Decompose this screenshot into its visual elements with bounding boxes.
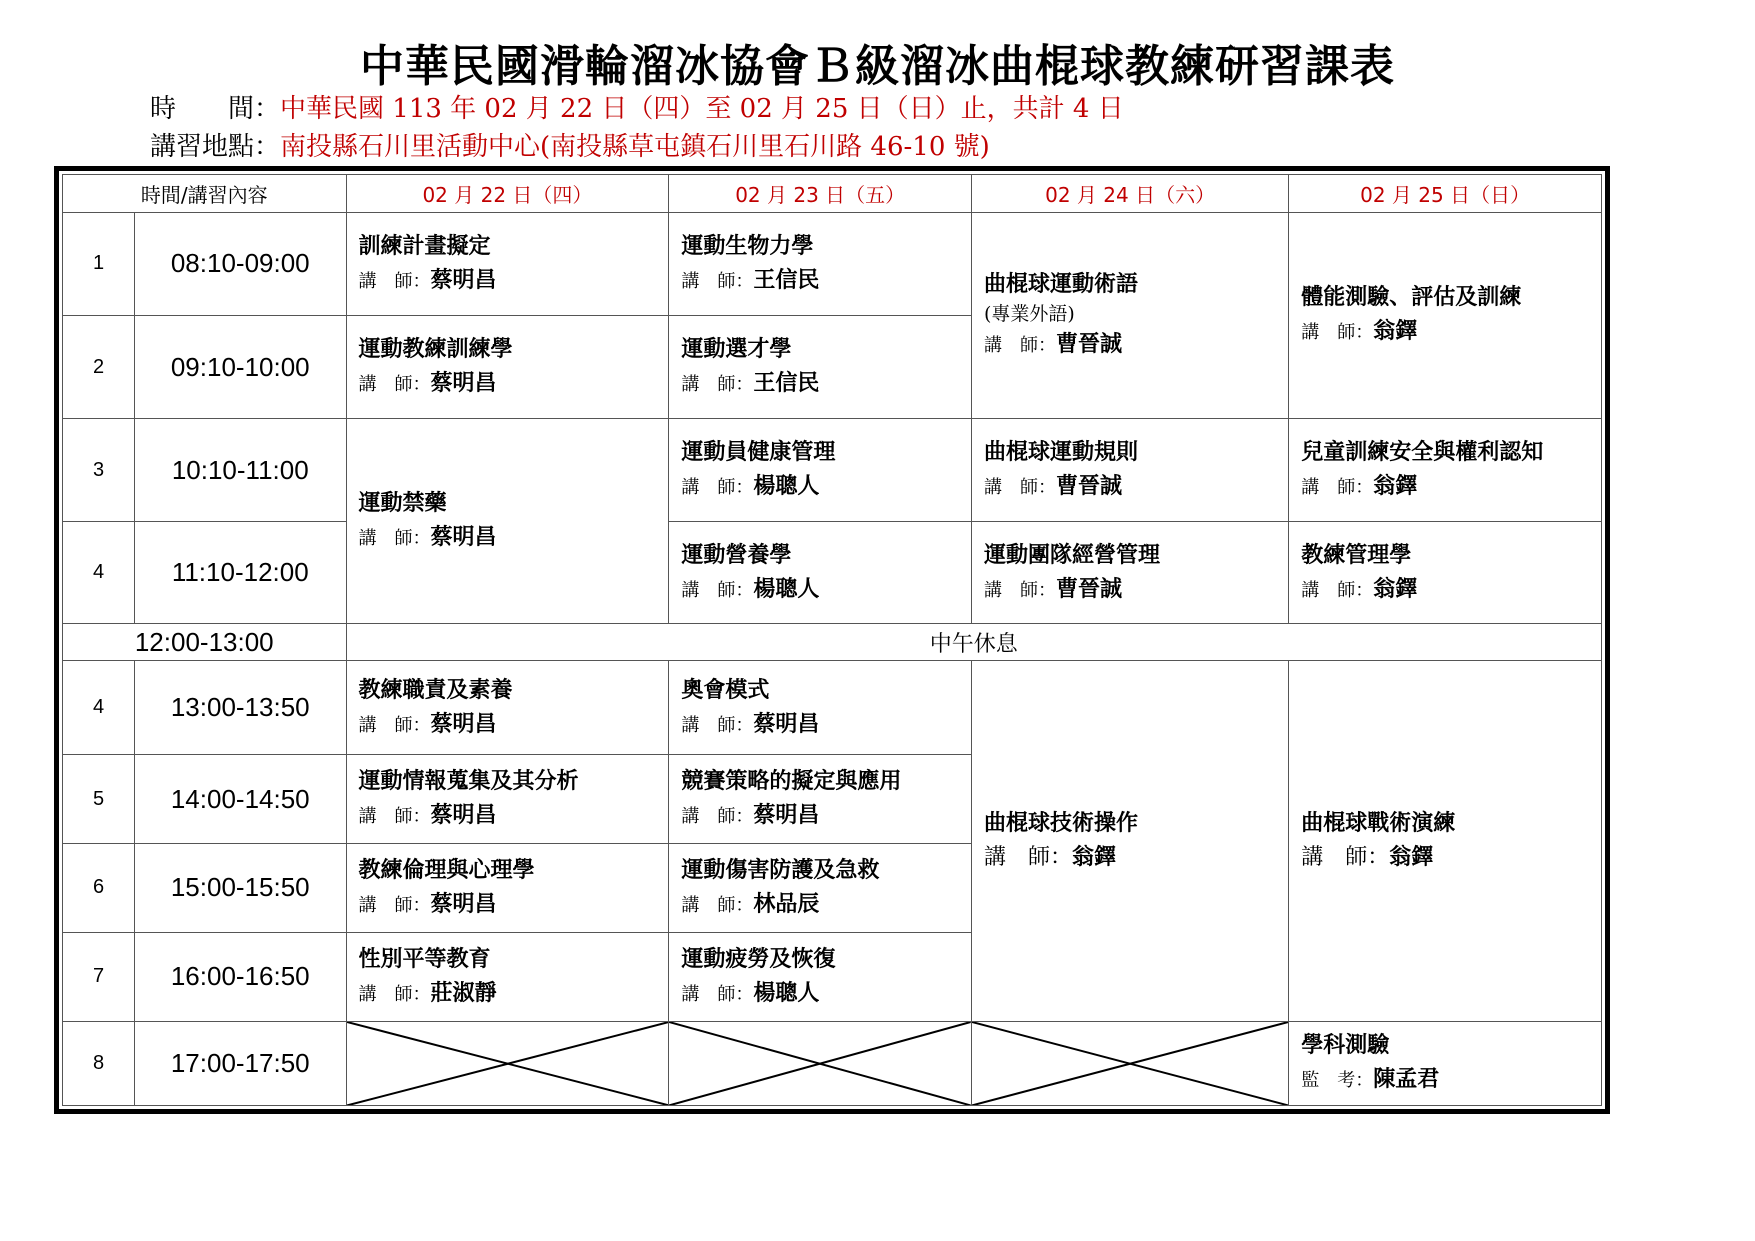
course-cell <box>972 212 1289 418</box>
course-cell <box>346 844 669 933</box>
period-time: 11:10-12:00 <box>135 522 347 624</box>
course-title: 運動生物力學 <box>681 232 814 259</box>
course-title: 運動員健康管理 <box>681 439 836 466</box>
course-teacher: 講 師：蔡明昌 <box>358 524 497 551</box>
course-teacher: 講 師：曹晉誠 <box>984 473 1123 500</box>
empty-slot-crossed <box>669 1021 972 1105</box>
course-cell <box>669 419 972 522</box>
course-teacher: 講 師：蔡明昌 <box>358 266 497 293</box>
time-label: 時 間： <box>150 94 281 124</box>
header-day-3: 02 月 24 日（六） <box>972 175 1289 213</box>
period-time: 14:00-14:50 <box>135 755 347 844</box>
course-title: 曲棍球技術操作 <box>984 810 1139 837</box>
table-row <box>63 522 1602 624</box>
course-title: 運動疲勞及恢復 <box>681 945 836 972</box>
period-number: 4 <box>63 522 135 624</box>
course-cell <box>1289 660 1602 1021</box>
course-title: 運動情報蒐集及其分析 <box>358 768 579 795</box>
course-title: 訓練計畫擬定 <box>358 232 491 259</box>
course-teacher: 講 師：王信民 <box>681 266 820 293</box>
period-number: 8 <box>63 1021 135 1105</box>
place-label: 講習地點： <box>150 132 281 162</box>
course-cell <box>972 660 1289 1021</box>
course-teacher: 講 師：蔡明昌 <box>358 710 497 737</box>
period-number: 3 <box>63 419 135 522</box>
header-day-1: 02 月 22 日（四） <box>346 175 669 213</box>
period-number: 7 <box>63 932 135 1021</box>
period-number: 2 <box>63 315 135 418</box>
course-teacher: 講 師：蔡明昌 <box>681 802 820 829</box>
course-title: 曲棍球運動規則 <box>984 439 1139 466</box>
period-number: 4 <box>63 660 135 754</box>
course-cell <box>346 660 669 754</box>
lunch-row <box>63 624 1602 661</box>
course-cell <box>972 419 1289 522</box>
course-subtitle: (專業外語) <box>984 303 1075 326</box>
table-row <box>63 419 1602 522</box>
course-title: 曲棍球戰術演練 <box>1301 810 1456 837</box>
header-time-content: 時間/講習內容 <box>63 175 347 213</box>
course-teacher: 講 師：翁鐸 <box>1301 844 1434 871</box>
table-row <box>63 212 1602 315</box>
table-row <box>63 1021 1602 1105</box>
period-time: 10:10-11:00 <box>135 419 347 522</box>
course-cell <box>346 419 669 624</box>
course-title: 運動團隊經營管理 <box>984 541 1161 568</box>
course-title: 性別平等教育 <box>358 945 491 972</box>
course-cell <box>669 844 972 933</box>
course-title: 學科測驗 <box>1301 1032 1390 1059</box>
course-teacher: 講 師：翁鐸 <box>984 844 1117 871</box>
period-time: 13:00-13:50 <box>135 660 347 754</box>
course-title: 競賽策略的擬定與應用 <box>681 768 902 795</box>
course-title: 教練倫理與心理學 <box>358 856 535 883</box>
course-title: 體能測驗、評估及訓練 <box>1301 284 1522 311</box>
schedule-table <box>62 174 1602 1106</box>
course-cell <box>669 315 972 418</box>
course-teacher: 講 師：曹晉誠 <box>984 331 1123 358</box>
course-teacher: 講 師：蔡明昌 <box>358 370 497 396</box>
empty-slot-crossed <box>972 1021 1289 1105</box>
course-teacher: 講 師：楊聰人 <box>681 979 820 1006</box>
time-value: 中華民國 113 年 02 月 22 日（四）至 02 月 25 日（日）止，共計 4 日 <box>280 94 1124 124</box>
period-number: 1 <box>63 212 135 315</box>
course-cell <box>346 315 669 418</box>
page-title: 中華民國滑輪溜冰協會Ｂ級溜冰曲棍球教練研習課表 <box>360 41 1395 92</box>
course-cell <box>1289 522 1602 624</box>
course-title: 教練管理學 <box>1301 541 1412 568</box>
schedule-table-frame <box>54 166 1610 1114</box>
course-teacher: 講 師：翁鐸 <box>1301 473 1418 500</box>
header-day-4: 02 月 25 日（日） <box>1289 175 1602 213</box>
course-cell <box>669 212 972 315</box>
course-teacher: 講 師：蔡明昌 <box>358 890 497 917</box>
course-teacher: 講 師：翁鐸 <box>1301 575 1418 602</box>
course-cell <box>972 522 1289 624</box>
course-teacher: 講 師：楊聰人 <box>681 575 820 602</box>
course-cell <box>1289 212 1602 418</box>
period-time: 15:00-15:50 <box>135 844 347 933</box>
cross-mark-icon <box>669 1022 971 1105</box>
course-cell <box>346 932 669 1021</box>
course-teacher: 講 師：曹晉誠 <box>984 575 1123 602</box>
course-teacher: 講 師：王信民 <box>681 370 820 396</box>
course-title: 教練職責及素養 <box>358 676 513 703</box>
lunch-label: 中午休息 <box>346 624 1602 661</box>
course-cell <box>669 660 972 754</box>
course-title: 運動教練訓練學 <box>358 336 513 362</box>
course-title: 兒童訓練安全與權利認知 <box>1301 439 1544 466</box>
course-teacher: 講 師：蔡明昌 <box>681 710 820 737</box>
course-title: 曲棍球運動術語 <box>984 271 1139 298</box>
course-teacher: 講 師：莊淑靜 <box>358 979 497 1006</box>
course-proctor: 監 考：陳孟君 <box>1301 1066 1440 1093</box>
table-row <box>63 660 1602 754</box>
course-cell <box>346 212 669 315</box>
course-title: 運動選才學 <box>681 336 792 362</box>
header-row <box>63 175 1602 213</box>
course-cell <box>1289 419 1602 522</box>
course-teacher: 講 師：翁鐸 <box>1301 318 1418 345</box>
course-title: 奧會模式 <box>681 676 770 703</box>
lunch-time: 12:00-13:00 <box>63 624 347 661</box>
course-title: 運動傷害防護及急救 <box>681 856 880 883</box>
course-cell <box>669 522 972 624</box>
cross-mark-icon <box>972 1022 1288 1105</box>
period-time: 09:10-10:00 <box>135 315 347 418</box>
course-cell <box>346 755 669 844</box>
period-time: 16:00-16:50 <box>135 932 347 1021</box>
period-time: 08:10-09:00 <box>135 212 347 315</box>
course-cell <box>669 755 972 844</box>
course-cell <box>669 932 972 1021</box>
period-number: 6 <box>63 844 135 933</box>
empty-slot-crossed <box>346 1021 669 1105</box>
header-day-2: 02 月 23 日（五） <box>669 175 972 213</box>
course-teacher: 講 師：林品辰 <box>681 890 820 917</box>
cross-mark-icon <box>347 1022 669 1105</box>
course-cell <box>1289 1021 1602 1105</box>
schedule-location <box>150 126 990 163</box>
schedule-dates <box>150 88 1124 125</box>
place-value: 南投縣石川里活動中心(南投縣草屯鎮石川里石川路 46-10 號) <box>280 132 990 162</box>
period-time: 17:00-17:50 <box>135 1021 347 1105</box>
course-title: 運動禁藥 <box>358 490 447 517</box>
course-teacher: 講 師：楊聰人 <box>681 473 820 500</box>
course-teacher: 講 師：蔡明昌 <box>358 802 497 829</box>
period-number: 5 <box>63 755 135 844</box>
course-title: 運動營養學 <box>681 541 792 568</box>
